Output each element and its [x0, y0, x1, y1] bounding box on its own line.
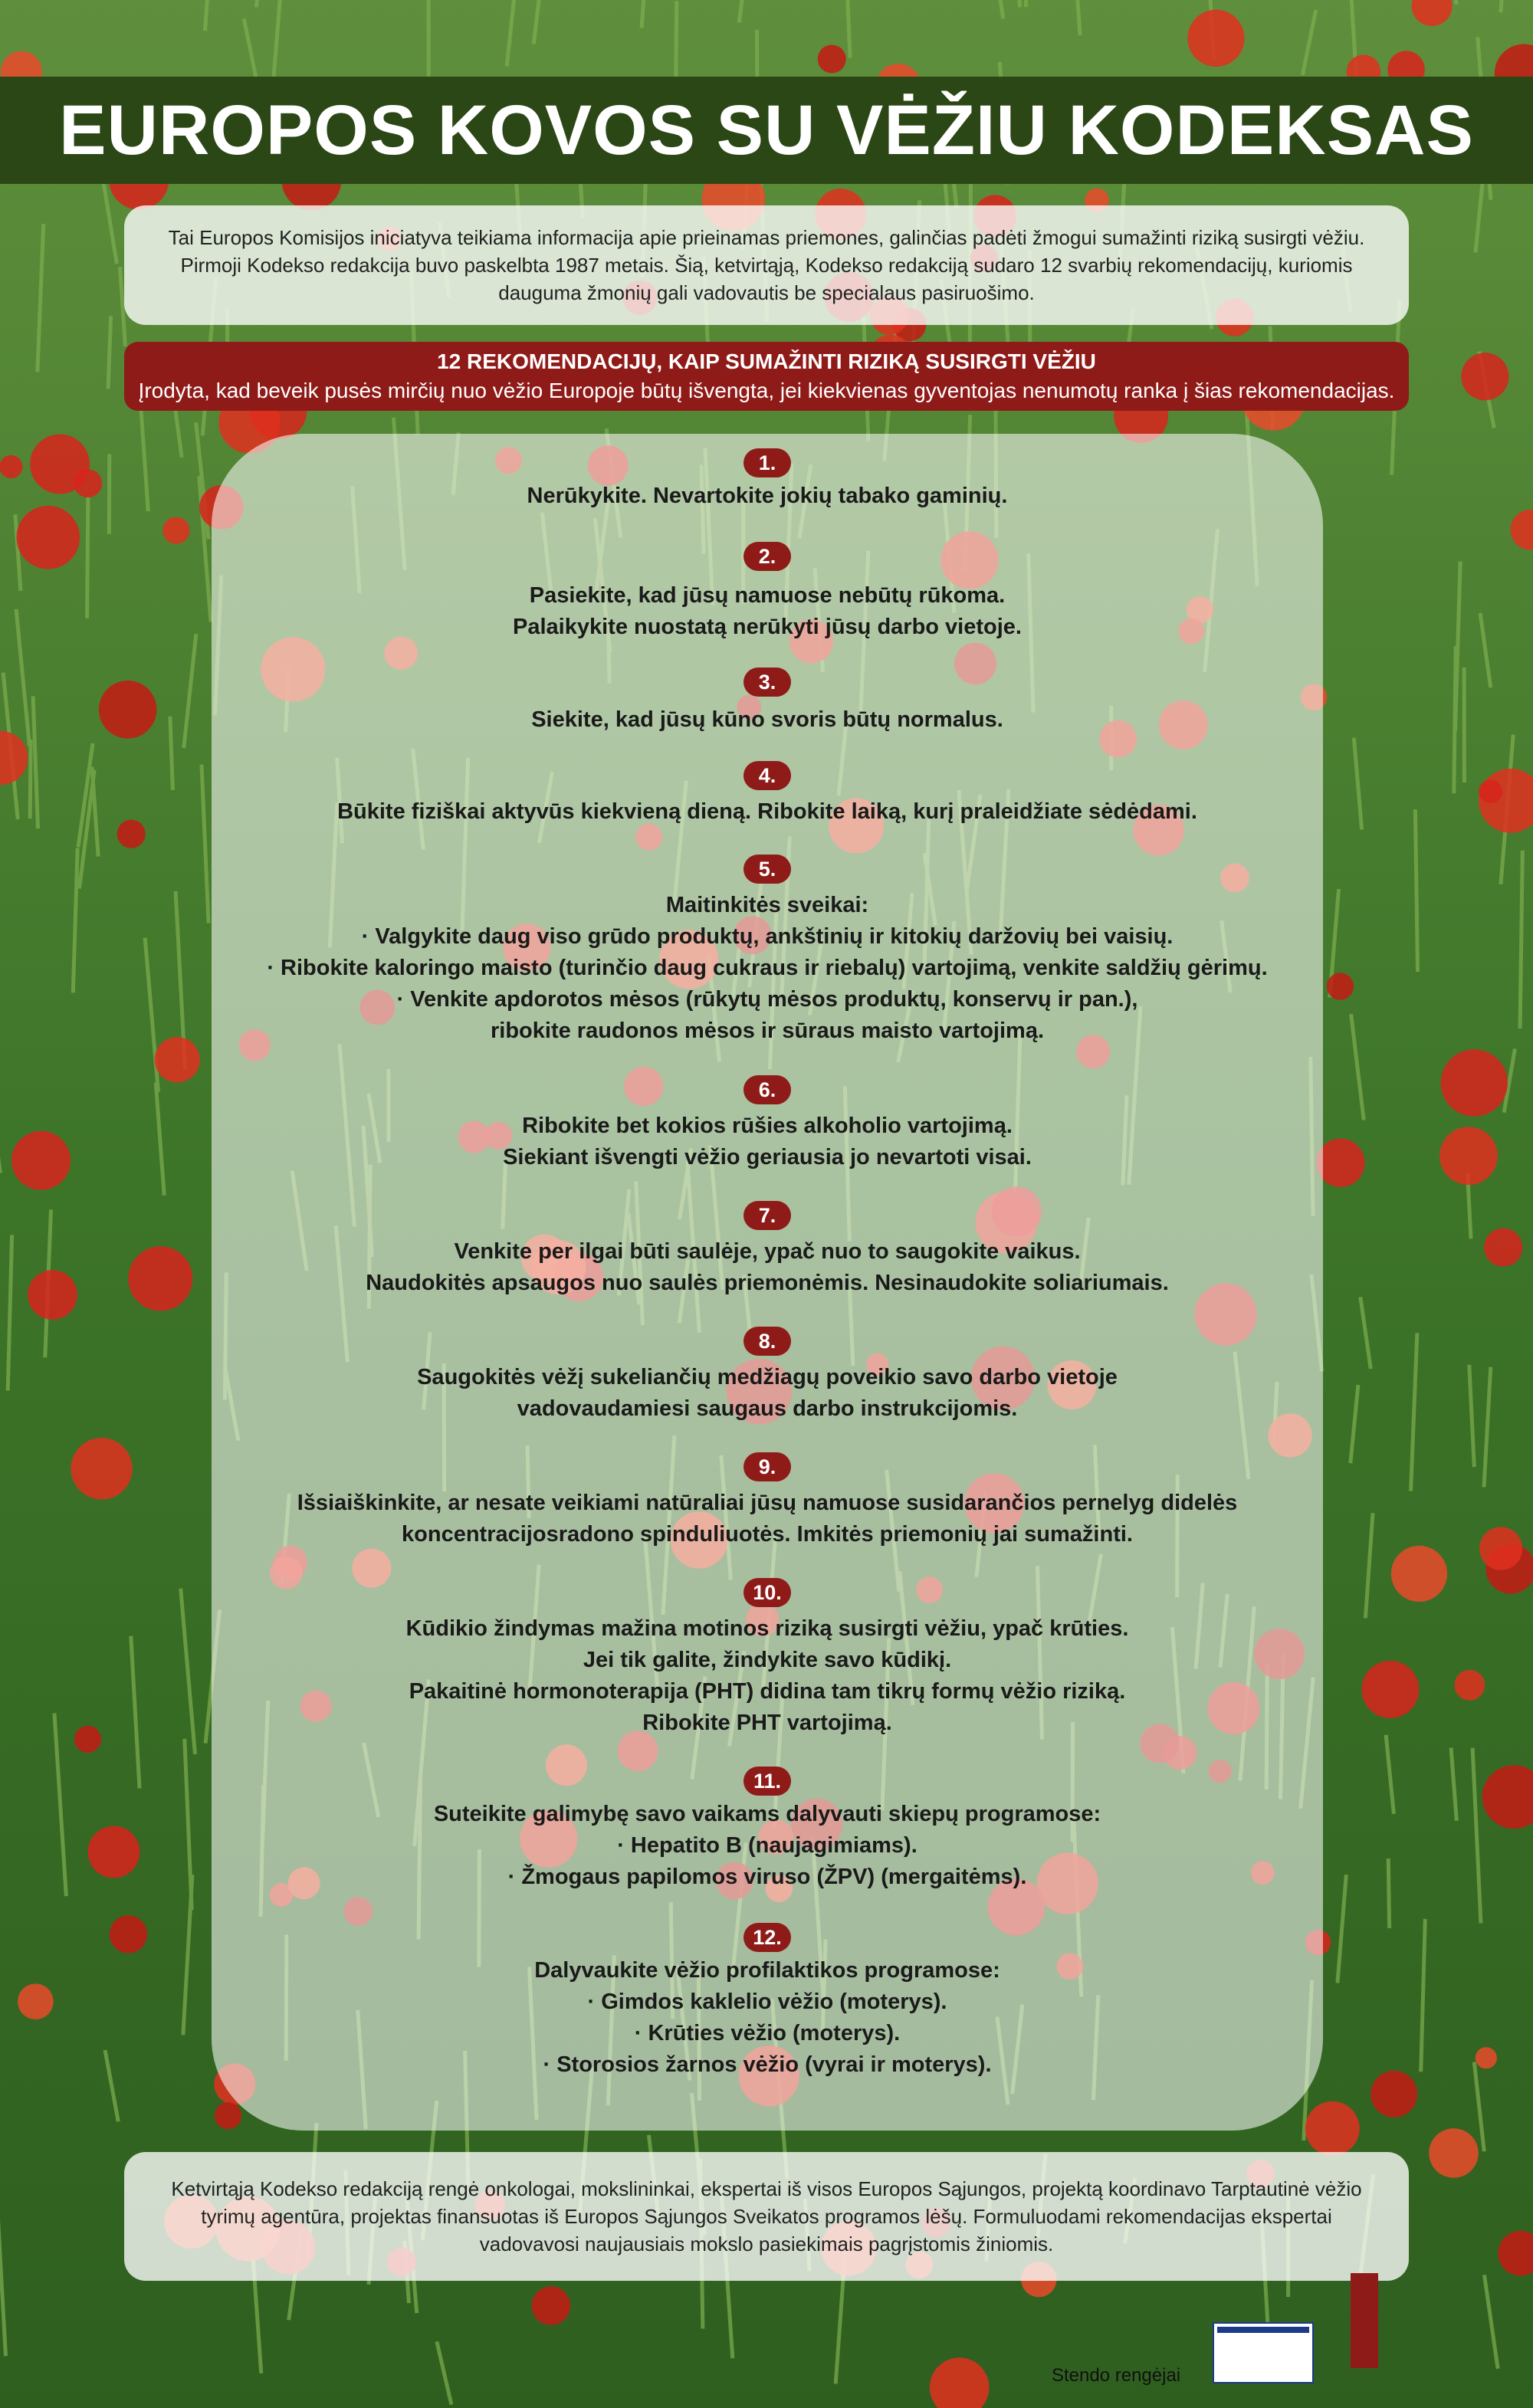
grass-stalk [87, 496, 88, 618]
poppy-flower [215, 2102, 241, 2129]
recommendation-text: Išsiaiškinkite, ar nesate veikiami natūraliai jūsų namuose susidarančios pernelyg didelės [297, 1491, 1238, 1515]
recommendation-number: 9. [744, 1452, 791, 1481]
recommendation-number: 3. [744, 668, 791, 697]
poppy-flower [28, 1270, 77, 1320]
recommendation-9 [212, 1452, 1323, 1550]
page-title: EUROPOS KOVOS SU VĖŽIU KODEKSAS [59, 90, 1474, 169]
recommendation-text: Saugokitės vėžį sukeliančių medžiagų poveikio savo darbo vietoje [417, 1365, 1118, 1389]
recommendation-text: · Hepatito B (naujagimiams). [617, 1833, 918, 1858]
recommendation-12 [212, 1922, 1323, 2081]
recommendation-3 [212, 667, 1323, 736]
poppy-flower [1439, 1127, 1498, 1185]
recommendation-text: Pakaitinė hormonoterapija (PHT) didina tam tikrų formų vėžio riziką. [409, 1679, 1126, 1704]
poppy-flower [1327, 973, 1354, 999]
poppy-flower [1305, 2101, 1360, 2156]
poppy-flower [1187, 10, 1244, 67]
recommendation-number: 7. [744, 1201, 791, 1230]
recommendation-text: · Žmogaus papilomos viruso (ŽPV) (mergaitėms). [507, 1865, 1027, 1889]
intro-line: dauguma žmonių gali vadovautis be specialaus pasiruošimo. [498, 281, 1035, 304]
recommendation-text: Suteikite galimybę savo vaikams dalyvauti skiepų programose: [433, 1802, 1101, 1826]
grass-stalk [170, 717, 172, 790]
grass-stalk [1388, 1858, 1389, 1928]
recommendation-4 [212, 760, 1323, 828]
recommendation-text: koncentracijosradono spinduliuotės. Imkitės priemonių jai sumažinti. [402, 1522, 1133, 1547]
recommendation-text: · Venkite apdorotos mėsos (rūkytų mėsos produktų, konservų ir pan.), [396, 987, 1138, 1012]
recommendation-number: 1. [744, 448, 791, 477]
recommendation-number: 5. [744, 855, 791, 884]
banner-title: 12 REKOMENDACIJŲ, KAIP SUMAŽINTI RIZIKĄ SUSIRGTI VĖŽIU [437, 349, 1096, 373]
recommendation-text: Venkite per ilgai būti saulėje, ypač nuo to saugokite vaikus. [454, 1239, 1081, 1264]
grass-stalk [1520, 851, 1522, 1028]
recommendation-text: Palaikykite nuostatą nerūkyti jūsų darbo vietoje. [513, 615, 1022, 639]
recommendation-text: vadovaudamiesi saugaus darbo instrukcijomis. [517, 1396, 1018, 1421]
poppy-flower [30, 435, 90, 494]
recommendation-text: Ribokite PHT vartojimą. [642, 1711, 892, 1735]
intro-line: Pirmoji Kodekso redakcija buvo paskelbta 1987 metais. Šią, ketvirtąją, Kodekso redakciją sudaro 12 svarbių rekomendacijų, kuriomis [180, 254, 1353, 277]
poppy-flower [1479, 1527, 1522, 1570]
recommendation-8 [212, 1326, 1323, 1425]
poppy-flower [162, 517, 189, 544]
footer-line: vadovavosi naujausiais mokslo pasiekimais pagrįstomis žiniomis. [479, 2232, 1054, 2255]
recommendation-text: · Krūties vėžio (moterys). [634, 2021, 901, 2045]
nci-logo [1213, 2322, 1314, 2383]
poppy-flower [1391, 1546, 1447, 1602]
recommendation-6 [212, 1074, 1323, 1173]
grass-stalk [1415, 809, 1417, 972]
recommendations-banner [124, 342, 1409, 411]
poppy-flower [155, 1037, 200, 1082]
intro-line: Tai Europos Komisijos iniciatyva teikiama informacija apie prieinamas priemones, galinčias padėti žmogui sumažinti riziką susirgti vėžiu. [168, 226, 1365, 249]
poppy-flower [11, 1131, 71, 1190]
recommendation-text: Būkite fiziškai aktyvūs kiekvieną dieną. Ribokite laiką, kurį praleidžiate sėdėdami. [337, 799, 1197, 824]
recommendation-text: Nerūkykite. Nevartokite jokių tabako gaminių. [527, 484, 1008, 508]
grass-stalk [30, 740, 31, 819]
recommendation-text: Jei tik galite, žindykite savo kūdikį. [583, 1648, 952, 1672]
recommendation-text: Maitinkitės sveikai: [665, 893, 869, 917]
nci-logo-caption-bar [1217, 2327, 1309, 2333]
poppy-flower [1476, 2047, 1497, 2068]
recommendation-7 [212, 1200, 1323, 1299]
recommendation-text: Naudokitės apsaugos nuo saulės priemonėmis. Nesinaudokite soliariumais. [366, 1271, 1169, 1295]
organizers-label: Stendo rengėjai [1052, 2365, 1181, 2386]
poppy-flower [1316, 1139, 1364, 1187]
recommendation-number: 8. [744, 1327, 791, 1356]
poppy-flower [1371, 2071, 1417, 2118]
recommendation-number: 4. [744, 761, 791, 790]
recommendation-text: Dalyvaukite vėžio profilaktikos programose: [534, 1958, 1000, 1983]
recommendation-text: · Gimdos kaklelio vėžio (moterys). [587, 1990, 947, 2014]
recommendation-number: 10. [744, 1578, 791, 1607]
grass-stalk [1454, 646, 1456, 793]
poppy-flower [128, 1246, 192, 1311]
recommendation-number: 12. [744, 1923, 791, 1952]
poppy-flower [74, 1726, 101, 1753]
recommendation-text: ribokite raudonos mėsos ir sūraus maisto vartojimą. [491, 1019, 1044, 1043]
intro-box [124, 205, 1409, 325]
poppy-flower [532, 2286, 570, 2324]
recommendation-text: Siekiant išvengti vėžio geriausia jo nevartoti visai. [503, 1145, 1032, 1170]
recommendation-text: · Ribokite kaloringo maisto (turinčio daug cukraus ir riebalų) vartojimą, venkite saldžių gėrimų. [267, 956, 1268, 980]
recommendation-number: 2. [744, 542, 791, 571]
poppy-flower [1361, 1661, 1419, 1718]
recommendation-5 [212, 854, 1323, 1047]
recommendation-text: Ribokite bet kokios rūšies alkoholio vartojimą. [522, 1114, 1013, 1138]
recommendation-text: Siekite, kad jūsų kūno svoris būtų normalus. [531, 707, 1003, 732]
poppy-flower [818, 44, 846, 73]
poppy-flower [1484, 1229, 1522, 1267]
poppy-flower [1479, 779, 1502, 803]
title-bar [0, 77, 1533, 184]
recommendation-text: · Storosios žarnos vėžio (vyrai ir moterys). [543, 2052, 992, 2077]
recommendation-1 [212, 448, 1323, 512]
recommendation-number: 11. [744, 1767, 791, 1796]
poppy-flower [71, 1438, 132, 1499]
poppy-flower [0, 455, 23, 478]
recommendation-text: Pasiekite, kad jūsų namuose nebūtų rūkoma. [529, 583, 1006, 608]
poppy-flower [1441, 1049, 1508, 1116]
poppy-flower [1454, 1670, 1485, 1701]
poppy-flower [110, 1915, 147, 1953]
footer-line: tyrimų agentūra, projektas finansuotas iš Europos Sąjungos Sveikatos programos lėšų. Formuluodami rekomendacijas ekspertai [201, 2205, 1332, 2228]
poppy-flower [1461, 353, 1508, 400]
recommendation-text: Kūdikio žindymas mažina motinos riziką susirgti vėžiu, ypač krūties. [405, 1616, 1129, 1641]
recommendation-text: · Valgykite daug viso grūdo produktų, ankštinių ir kitokių daržovių bei vaisių. [361, 924, 1174, 949]
poppy-flower [1429, 2128, 1478, 2177]
recommendation-2 [212, 541, 1323, 643]
footer-note [124, 2152, 1409, 2281]
recommendation-11 [212, 1766, 1323, 1893]
ribbon-logo-icon [1351, 2273, 1378, 2368]
poppy-flower [117, 819, 146, 848]
banner-subtitle: Įrodyta, kad beveik pusės mirčių nuo vėžio Europoje būtų išvengta, jei kiekvienas gyventojas nenumotų ranka į šias rekomendacijas. [138, 379, 1395, 402]
poppy-flower [99, 681, 157, 739]
footer-line: Ketvirtąją Kodekso redakciją rengė onkologai, mokslininkai, ekspertai iš visos Europos Sąjungos, projektą koordinavo Tarptautinė vėžio [171, 2177, 1362, 2200]
recommendation-10 [212, 1577, 1323, 1739]
recommendation-number: 6. [744, 1075, 791, 1104]
poppy-flower [18, 1983, 54, 2019]
poppy-flower [88, 1826, 140, 1878]
poppy-flower [16, 506, 80, 569]
